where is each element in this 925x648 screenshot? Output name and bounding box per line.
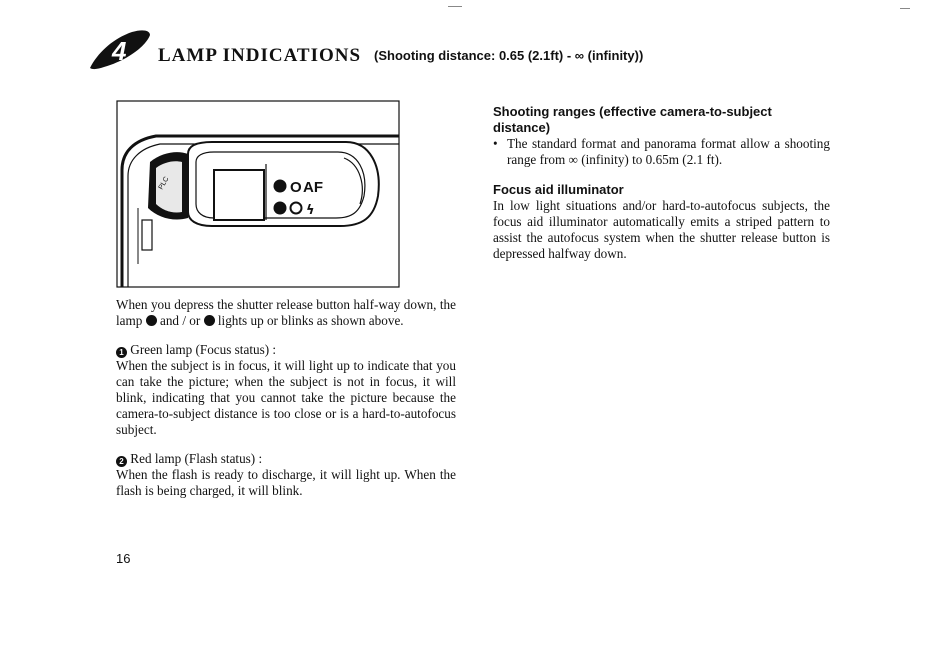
af-label: AF	[303, 179, 323, 196]
corner-edge-mark	[900, 8, 910, 9]
lamp-1-number-icon: 1	[116, 347, 127, 358]
mode-dial-icon	[148, 152, 188, 219]
intro-text-end: lights up or blinks as shown above.	[217, 313, 404, 328]
red-lamp-text: When the flash is ready to discharge, it will light up. When the flash is being charged, it will blink.	[116, 467, 456, 498]
left-column	[116, 297, 456, 512]
intro-or: or	[189, 313, 201, 328]
chapter-number: 4	[112, 36, 127, 66]
flash-symbol-icon: ϟ	[306, 203, 315, 218]
shooting-ranges-bullet	[493, 136, 830, 168]
lamp-1-dot-icon	[146, 315, 157, 326]
green-lamp-section	[116, 342, 456, 438]
red-lamp-section	[116, 451, 456, 499]
intro-paragraph: When you depress the shutter release button half-way down, the lamp and / or lights up or blinks as shown above.	[116, 297, 456, 328]
page-title: LAMP INDICATIONS	[158, 45, 362, 66]
top-edge-mark	[448, 6, 462, 7]
page-subtitle: (Shooting distance: 0.65 (2.1ft) - ∞ (infinity))	[374, 48, 644, 63]
red-lamp-title: Red lamp (Flash status) :	[130, 451, 263, 466]
red-lamp-dot	[274, 202, 287, 215]
svg-text:O: O	[290, 179, 302, 196]
focus-aid-text: In low light situations and/or hard-to-autofocus subjects, the focus aid illuminator automatically emits a striped pattern to assist the autofocus system when the shutter release button is depressed halfway down.	[493, 198, 830, 261]
svg-text:PLC: PLC	[157, 175, 171, 191]
lamp-2-dot-icon	[204, 315, 215, 326]
chapter-badge-icon	[88, 28, 152, 72]
right-column	[493, 104, 830, 276]
intro-and: and	[159, 313, 180, 328]
green-lamp-text: When the subject is in focus, it will light up to indicate that you can take the picture; when the subject is not in focus, it will blink, indicating that you cannot take the picture because the camera-to-subject distance is too close or is a hard-to-autofocus subject.	[116, 358, 456, 437]
intro-text-start: When you depress the shutter release button half-way down, the lamp	[116, 297, 456, 328]
viewfinder-lamp-figure	[116, 100, 400, 288]
bullet-icon: •	[493, 136, 498, 151]
red-lamp-outline	[291, 203, 302, 214]
green-lamp-title: Green lamp (Focus status) :	[130, 342, 277, 357]
lamp-2-number-icon: 2	[116, 456, 127, 467]
green-lamp-dot	[274, 180, 287, 193]
shooting-ranges-text: The standard format and panorama format allow a shooting range from ∞ (infinity) to 0.65m (2.1 ft).	[507, 136, 830, 167]
page-number: 16	[116, 551, 131, 566]
viewfinder-window	[214, 170, 264, 220]
shooting-ranges-heading: Shooting ranges (effective camera-to-subject distance)	[493, 104, 772, 135]
focus-aid-heading: Focus aid illuminator	[493, 182, 624, 197]
